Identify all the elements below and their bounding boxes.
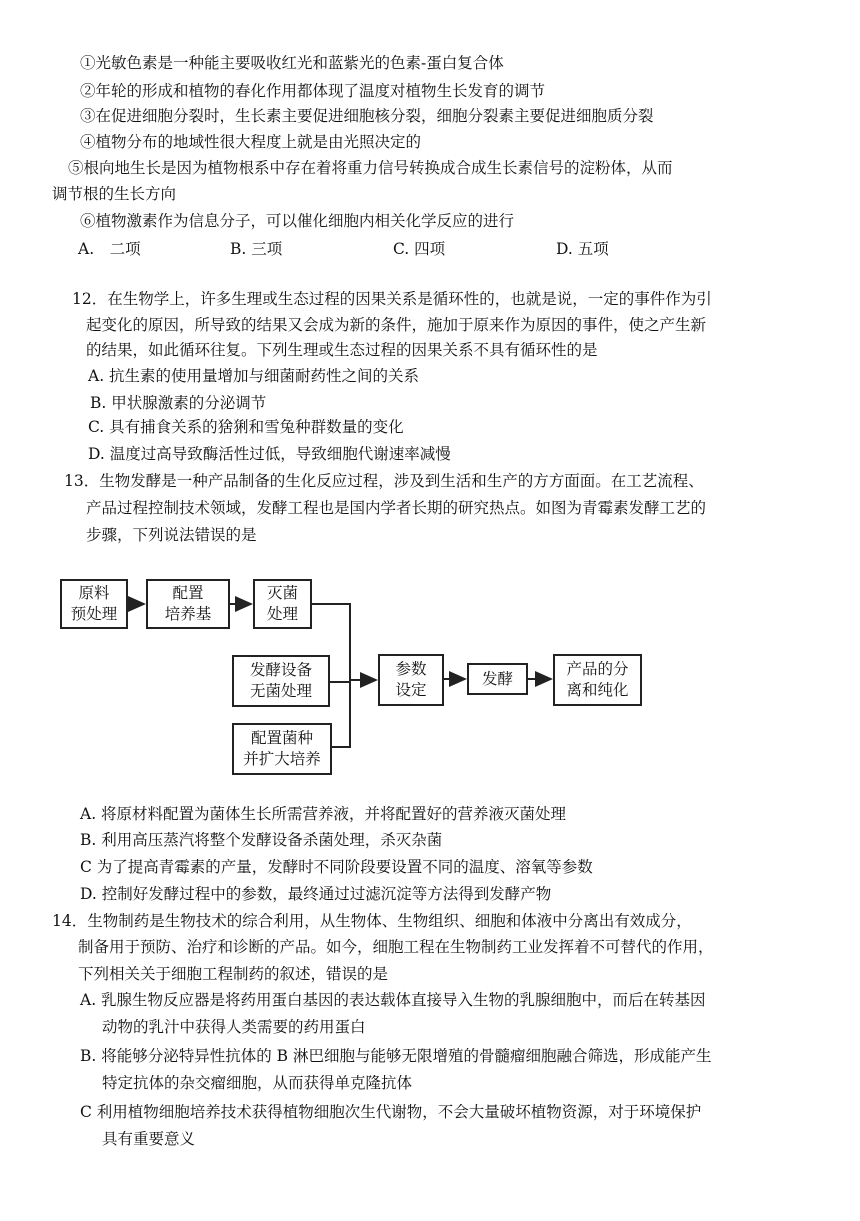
step-equipment: 发酵设备 无菌处理 <box>232 655 330 707</box>
q14-option-b: B. 将能够分泌特异性抗体的 B 淋巴细胞与能够无限增殖的骨髓瘤细胞融合筛选，形成能产生 <box>80 1047 712 1065</box>
q11-statement-3: ③在促进细胞分裂时，生长素主要促进细胞核分裂，细胞分裂素主要促进细胞质分裂 <box>80 107 654 125</box>
q13-option-b: B. 利用高压蒸汽将整个发酵设备杀菌处理，杀灭杂菌 <box>80 831 443 849</box>
q11-statement-1: ①光敏色素是一种能主要吸收红光和蓝紫光的色素-蛋白复合体 <box>80 54 504 72</box>
q11-statement-6: ⑥植物激素作为信息分子，可以催化细胞内相关化学反应的进行 <box>80 212 515 230</box>
step-sterilize: 灭菌 处理 <box>253 579 312 629</box>
q11-option-d: D. 五项 <box>556 240 609 258</box>
q14-option-c: C 利用植物细胞培养技术获得植物细胞次生代谢物，不会大量破坏植物资源，对于环境保护 <box>80 1103 702 1121</box>
q13-option-d: D. 控制好发酵过程中的参数，最终通过过滤沉淀等方法得到发酵产物 <box>80 885 552 903</box>
q11-statement-5-cont: 调节根的生长方向 <box>52 185 177 203</box>
step-medium: 配置 培养基 <box>146 579 230 629</box>
q12-stem-line-3: 的结果，如此循环往复。下列生理或生态过程的因果关系不具有循环性的是 <box>86 341 598 359</box>
step-product: 产品的分 离和纯化 <box>553 654 642 706</box>
q11-statement-5: ⑤根向地生长是因为植物根系中存在着将重力信号转换成合成生长素信号的淀粉体，从而 <box>68 159 673 177</box>
q13-stem-line-3: 步骤，下列说法错误的是 <box>86 526 257 544</box>
q13-stem-line-1: 13．生物发酵是一种产品制备的生化反应过程，涉及到生活和生产的方方面面。在工艺流程、 <box>64 472 704 490</box>
step-strain: 配置菌种 并扩大培养 <box>232 723 332 775</box>
q12-option-b: B. 甲状腺激素的分泌调节 <box>90 394 267 412</box>
step-raw-material: 原料 预处理 <box>60 579 128 629</box>
q11-option-a: A. 二项 <box>78 240 141 258</box>
q12-option-d: D. 温度过高导致酶活性过低，导致细胞代谢速率减慢 <box>88 445 451 463</box>
q12-stem-line-2: 起变化的原因，所导致的结果又会成为新的条件，施加于原来作为原因的事件，使之产生新 <box>86 316 707 334</box>
step-parameters: 参数 设定 <box>378 654 444 706</box>
q11-option-b: B. 三项 <box>230 240 283 258</box>
q13-option-c: C 为了提高青霉素的产量，发酵时不同阶段要设置不同的温度、溶氧等参数 <box>80 858 593 876</box>
q14-stem-line-2: 制备用于预防、治疗和诊断的产品。如今，细胞工程在生物制药工业发挥着不可替代的作用， <box>78 938 714 956</box>
q13-stem-line-2: 产品过程控制技术领域，发酵工程也是国内学者长期的研究热点。如图为青霉素发酵工艺的 <box>86 499 707 517</box>
q11-statement-4: ④植物分布的地域性很大程度上就是由光照决定的 <box>80 133 422 151</box>
q14-stem-line-3: 下列相关关于细胞工程制药的叙述，错误的是 <box>78 965 389 983</box>
q14-option-a: A. 乳腺生物反应器是将药用蛋白基因的表达载体直接导入生物的乳腺细胞中，而后在转基因 <box>80 991 706 1009</box>
q14-option-b-cont: 特定抗体的杂交瘤细胞，从而获得单克隆抗体 <box>102 1074 413 1092</box>
q12-stem-line-1: 12．在生物学上，许多生理或生态过程的因果关系是循环性的，也就是说，一定的事件作为引 <box>72 290 712 308</box>
q14-option-c-cont: 具有重要意义 <box>102 1130 196 1148</box>
q11-statement-2: ②年轮的形成和植物的春化作用都体现了温度对植物生长发育的调节 <box>80 82 546 100</box>
q12-option-a: A. 抗生素的使用量增加与细菌耐药性之间的关系 <box>88 367 420 385</box>
q13-option-a: A. 将原材料配置为菌体生长所需营养液，并将配置好的营养液灭菌处理 <box>80 805 567 823</box>
step-ferment: 发酵 <box>467 663 528 695</box>
q14-option-a-cont: 动物的乳汁中获得人类需要的药用蛋白 <box>102 1018 366 1036</box>
q12-option-c: C. 具有捕食关系的猞猁和雪兔种群数量的变化 <box>88 418 404 436</box>
q14-stem-line-1: 14．生物制药是生物技术的综合利用，从生物体、生物组织、细胞和体液中分离出有效成分， <box>52 912 692 930</box>
q11-option-c: C. 四项 <box>393 240 446 258</box>
